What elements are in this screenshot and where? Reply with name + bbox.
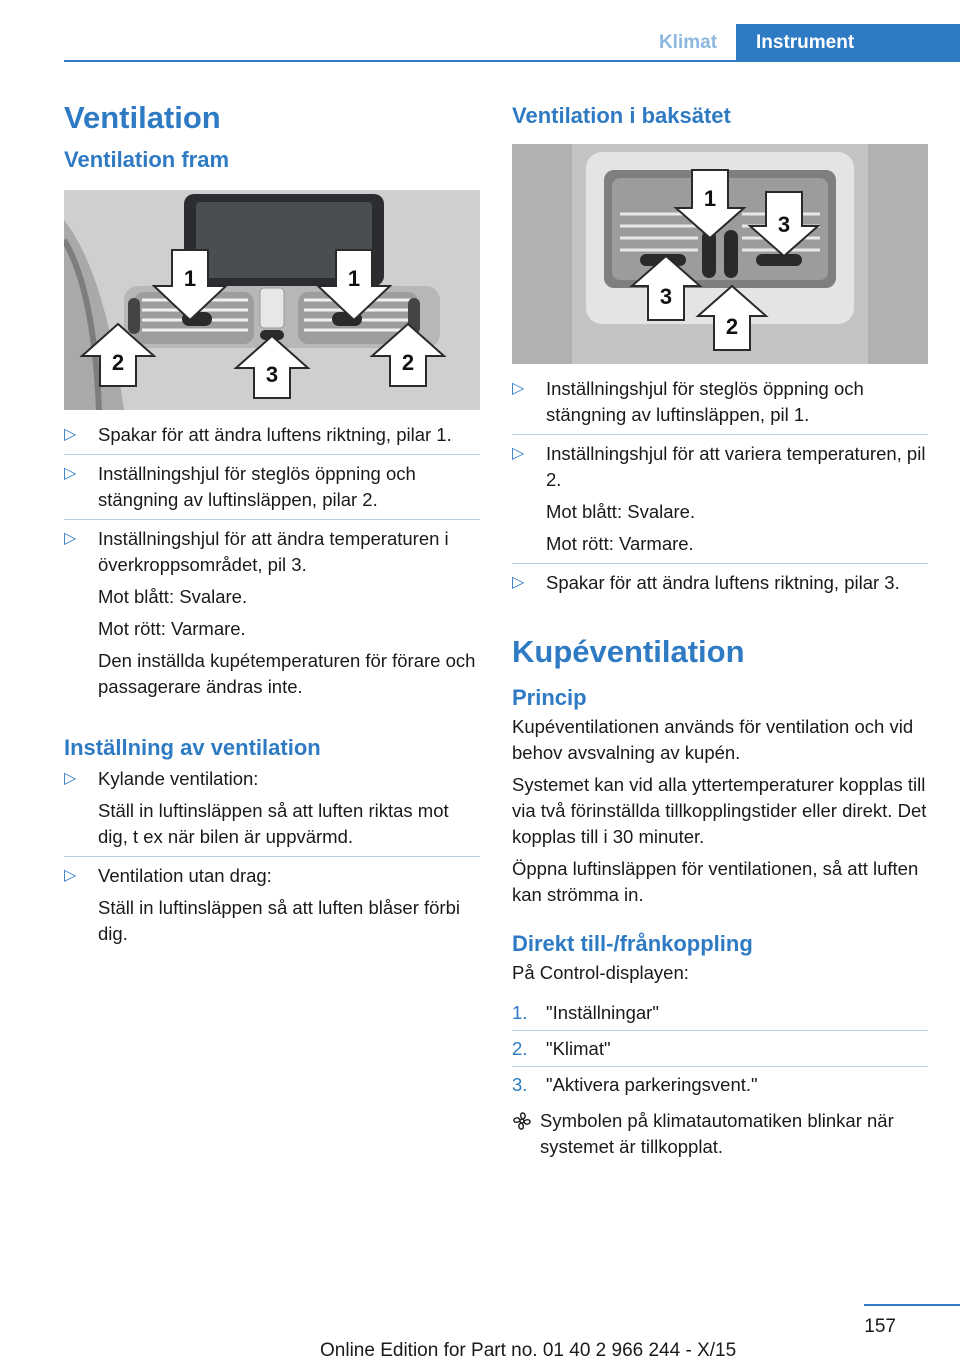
section-title-ventilation-fram: Ventilation fram [64, 147, 230, 172]
triangle-bullet-icon: ▷ [64, 426, 77, 443]
item-text: Inställningshjul för steglös öppning och stängning av luftinsläppen, pil 1. [546, 378, 864, 425]
figure-label-2b: 2 [401, 350, 415, 375]
item-text: Ställ in luftinsläppen så att luften riktas mot dig, t ex när bilen är uppvärmd. [98, 800, 449, 847]
list-item [64, 863, 480, 947]
triangle-bullet-icon: ▷ [512, 574, 525, 591]
figure-label-3a: 3 [777, 212, 791, 237]
section-title-baksatet: Ventilation i baksätet [512, 103, 731, 128]
step-text: "Aktivera parkeringsvent." [546, 1074, 758, 1095]
triangle-bullet-icon: ▷ [512, 380, 525, 397]
triangle-bullet-icon: ▷ [64, 770, 77, 787]
step-number: 1. [512, 1002, 528, 1023]
list-item [64, 461, 480, 520]
rear-vent-figure [512, 144, 928, 364]
rear-vent-illustration [512, 144, 928, 364]
item-text: Mot rött: Varmare. [98, 618, 246, 639]
divider [512, 434, 928, 435]
item-text: Inställningshjul för att variera temperaturen, pil 2. [546, 443, 926, 490]
princip-paragraph: Kupéventilationen används för ventilation och vid behov avsvalning av kupén. [512, 716, 914, 763]
figure-label-3b: 3 [659, 284, 673, 309]
item-text: Mot blått: Svalare. [98, 586, 248, 607]
direkt-intro: På Control-displayen: [512, 962, 689, 983]
footer-rule [864, 1304, 960, 1306]
list-item [512, 1072, 928, 1098]
fan-icon [512, 1111, 532, 1131]
page-number: 157 [864, 1316, 896, 1337]
princip-paragraph: Öppna luftinsläppen för ventilationen, så att luften kan strömma in. [512, 858, 919, 905]
princip-paragraph: Systemet kan vid alla yttertemperaturer kopplas till via två förinställda tillkopplingstider eller direkt. Det kopplas till i 30 minuter. [512, 774, 927, 847]
steps-list [512, 1000, 928, 1098]
list-item [512, 570, 928, 596]
figure-label-2a: 2 [111, 350, 125, 375]
front-vent-illustration [64, 190, 480, 410]
list-item [64, 766, 480, 857]
item-text: Inställningshjul för steglös öppning och stängning av luftinsläppen, pilar 2. [98, 463, 416, 510]
section-title-kupeventilation: Kupéventilation [512, 634, 745, 669]
figure-label-3: 3 [265, 362, 279, 387]
edition-note: Online Edition for Part no. 01 40 2 966 244 - X/15 [320, 1340, 737, 1361]
tab-klimat[interactable]: Klimat [658, 32, 718, 53]
list-item [64, 422, 480, 455]
item-text: Mot rött: Varmare. [546, 533, 694, 554]
triangle-bullet-icon: ▷ [64, 465, 77, 482]
list-item [512, 1000, 928, 1031]
list-item [512, 376, 928, 435]
divider [512, 563, 928, 564]
list-item [512, 441, 928, 564]
symbol-note [512, 1108, 928, 1160]
item-text: Den inställda kupétemperaturen för förare och passagerare ändras inte. [98, 650, 476, 697]
section-title-direkt: Direkt till-/frånkoppling [512, 931, 753, 956]
figure-label-1b: 1 [347, 266, 361, 291]
section-title-princip: Princip [512, 685, 587, 710]
step-text: "Klimat" [546, 1038, 611, 1059]
figure-label-1a: 1 [183, 266, 197, 291]
divider [64, 454, 480, 455]
list-item [64, 526, 480, 700]
item-text: Ventilation utan drag: [98, 865, 272, 886]
triangle-bullet-icon: ▷ [64, 530, 77, 547]
figure-label-2: 2 [725, 314, 739, 339]
step-number: 2. [512, 1038, 528, 1059]
item-text: Mot blått: Svalare. [546, 501, 696, 522]
step-number: 3. [512, 1074, 528, 1095]
rear-vent-list [512, 376, 928, 596]
left-column [64, 96, 480, 947]
item-text: Kylande ventilation: [98, 768, 259, 789]
divider [512, 1030, 928, 1031]
list-item [512, 1036, 928, 1067]
divider [512, 1066, 928, 1067]
section-title-installning: Inställning av ventilation [64, 735, 321, 760]
tab-instrument[interactable]: Instrument [736, 24, 960, 62]
item-text: Spakar för att ändra luftens riktning, pilar 3. [546, 572, 900, 593]
item-text: Spakar för att ändra luftens riktning, pilar 1. [98, 424, 452, 445]
right-column [512, 96, 928, 1160]
step-text: "Inställningar" [546, 1002, 659, 1023]
divider [64, 856, 480, 857]
triangle-bullet-icon: ▷ [64, 867, 77, 884]
item-text: Ställ in luftinsläppen så att luften blåser förbi dig. [98, 897, 460, 944]
item-text: Inställningshjul för att ändra temperaturen i överkroppsområdet, pil 3. [98, 528, 449, 575]
front-vent-list [64, 422, 480, 700]
triangle-bullet-icon: ▷ [512, 445, 525, 462]
figure-label-1: 1 [703, 186, 717, 211]
page-title: Ventilation [64, 100, 221, 135]
symbol-note-text: Symbolen på klimatautomatiken blinkar när systemet är tillkopplat. [540, 1110, 894, 1157]
divider [64, 519, 480, 520]
front-vent-figure [64, 190, 480, 410]
installning-list [64, 766, 480, 947]
